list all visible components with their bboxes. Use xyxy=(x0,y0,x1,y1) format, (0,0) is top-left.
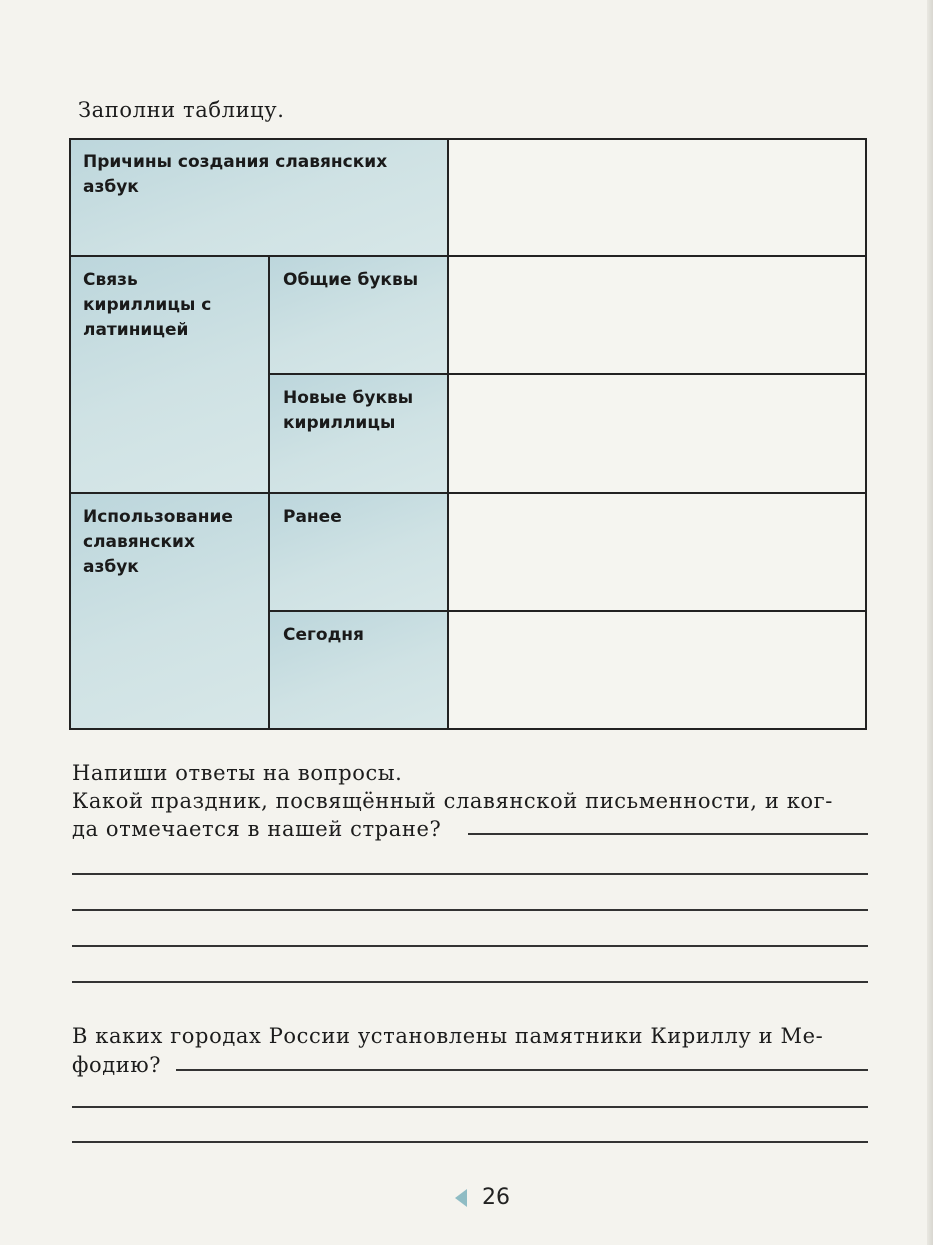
answer-reasons[interactable] xyxy=(448,138,867,256)
questions-instruction: Напиши ответы на вопросы. xyxy=(72,761,403,785)
page-number: 26 xyxy=(482,1185,510,1210)
table-border-bottom xyxy=(69,728,867,730)
cell-today-label: Сегодня xyxy=(269,611,448,730)
cell-usage-label: Использование славянских азбук xyxy=(69,493,269,730)
table-instruction: Заполни таблицу. xyxy=(78,98,285,122)
answer1-line-1[interactable] xyxy=(468,833,868,835)
question2-line1: В каких городах России установлены памятники Кириллу и Ме- xyxy=(72,1024,824,1048)
answer-new-letters[interactable] xyxy=(448,374,867,493)
table-row-line-3 xyxy=(69,492,867,494)
answer-today[interactable] xyxy=(448,611,867,730)
answer1-line-5[interactable] xyxy=(72,981,868,983)
cell-new-letters-label: Новые буквы кириллицы xyxy=(269,374,448,493)
table-border-left xyxy=(69,138,71,730)
answer1-line-3[interactable] xyxy=(72,909,868,911)
answer2-line-2[interactable] xyxy=(72,1106,868,1108)
table-border-top xyxy=(69,138,867,140)
answer2-line-1[interactable] xyxy=(176,1069,868,1071)
table-divider-answer xyxy=(447,138,449,730)
fill-in-table xyxy=(69,138,867,730)
table-row-line-4 xyxy=(268,610,867,612)
question2-line2: фодию? xyxy=(72,1053,162,1077)
table-border-right xyxy=(865,138,867,730)
question1-line2: да отмечается в нашей стране? xyxy=(72,817,442,841)
answer1-line-2[interactable] xyxy=(72,873,868,875)
cell-earlier-label: Ранее xyxy=(269,493,448,611)
cell-common-letters-label: Общие буквы xyxy=(269,256,448,374)
question1-line1: Какой праздник, посвящённый славянской письменности, и ког- xyxy=(72,789,833,813)
table-row-line-1 xyxy=(69,255,867,257)
answer-common-letters[interactable] xyxy=(448,256,867,374)
page-edge xyxy=(927,0,933,1245)
table-row-line-2 xyxy=(268,373,867,375)
cell-connection-label: Связь кириллицы с латиницей xyxy=(69,256,269,493)
page-marker-triangle-icon xyxy=(455,1189,467,1207)
answer2-line-3[interactable] xyxy=(72,1141,868,1143)
cell-reasons-label: Причины создания славянских азбук xyxy=(69,138,448,256)
answer-earlier[interactable] xyxy=(448,493,867,611)
answer1-line-4[interactable] xyxy=(72,945,868,947)
